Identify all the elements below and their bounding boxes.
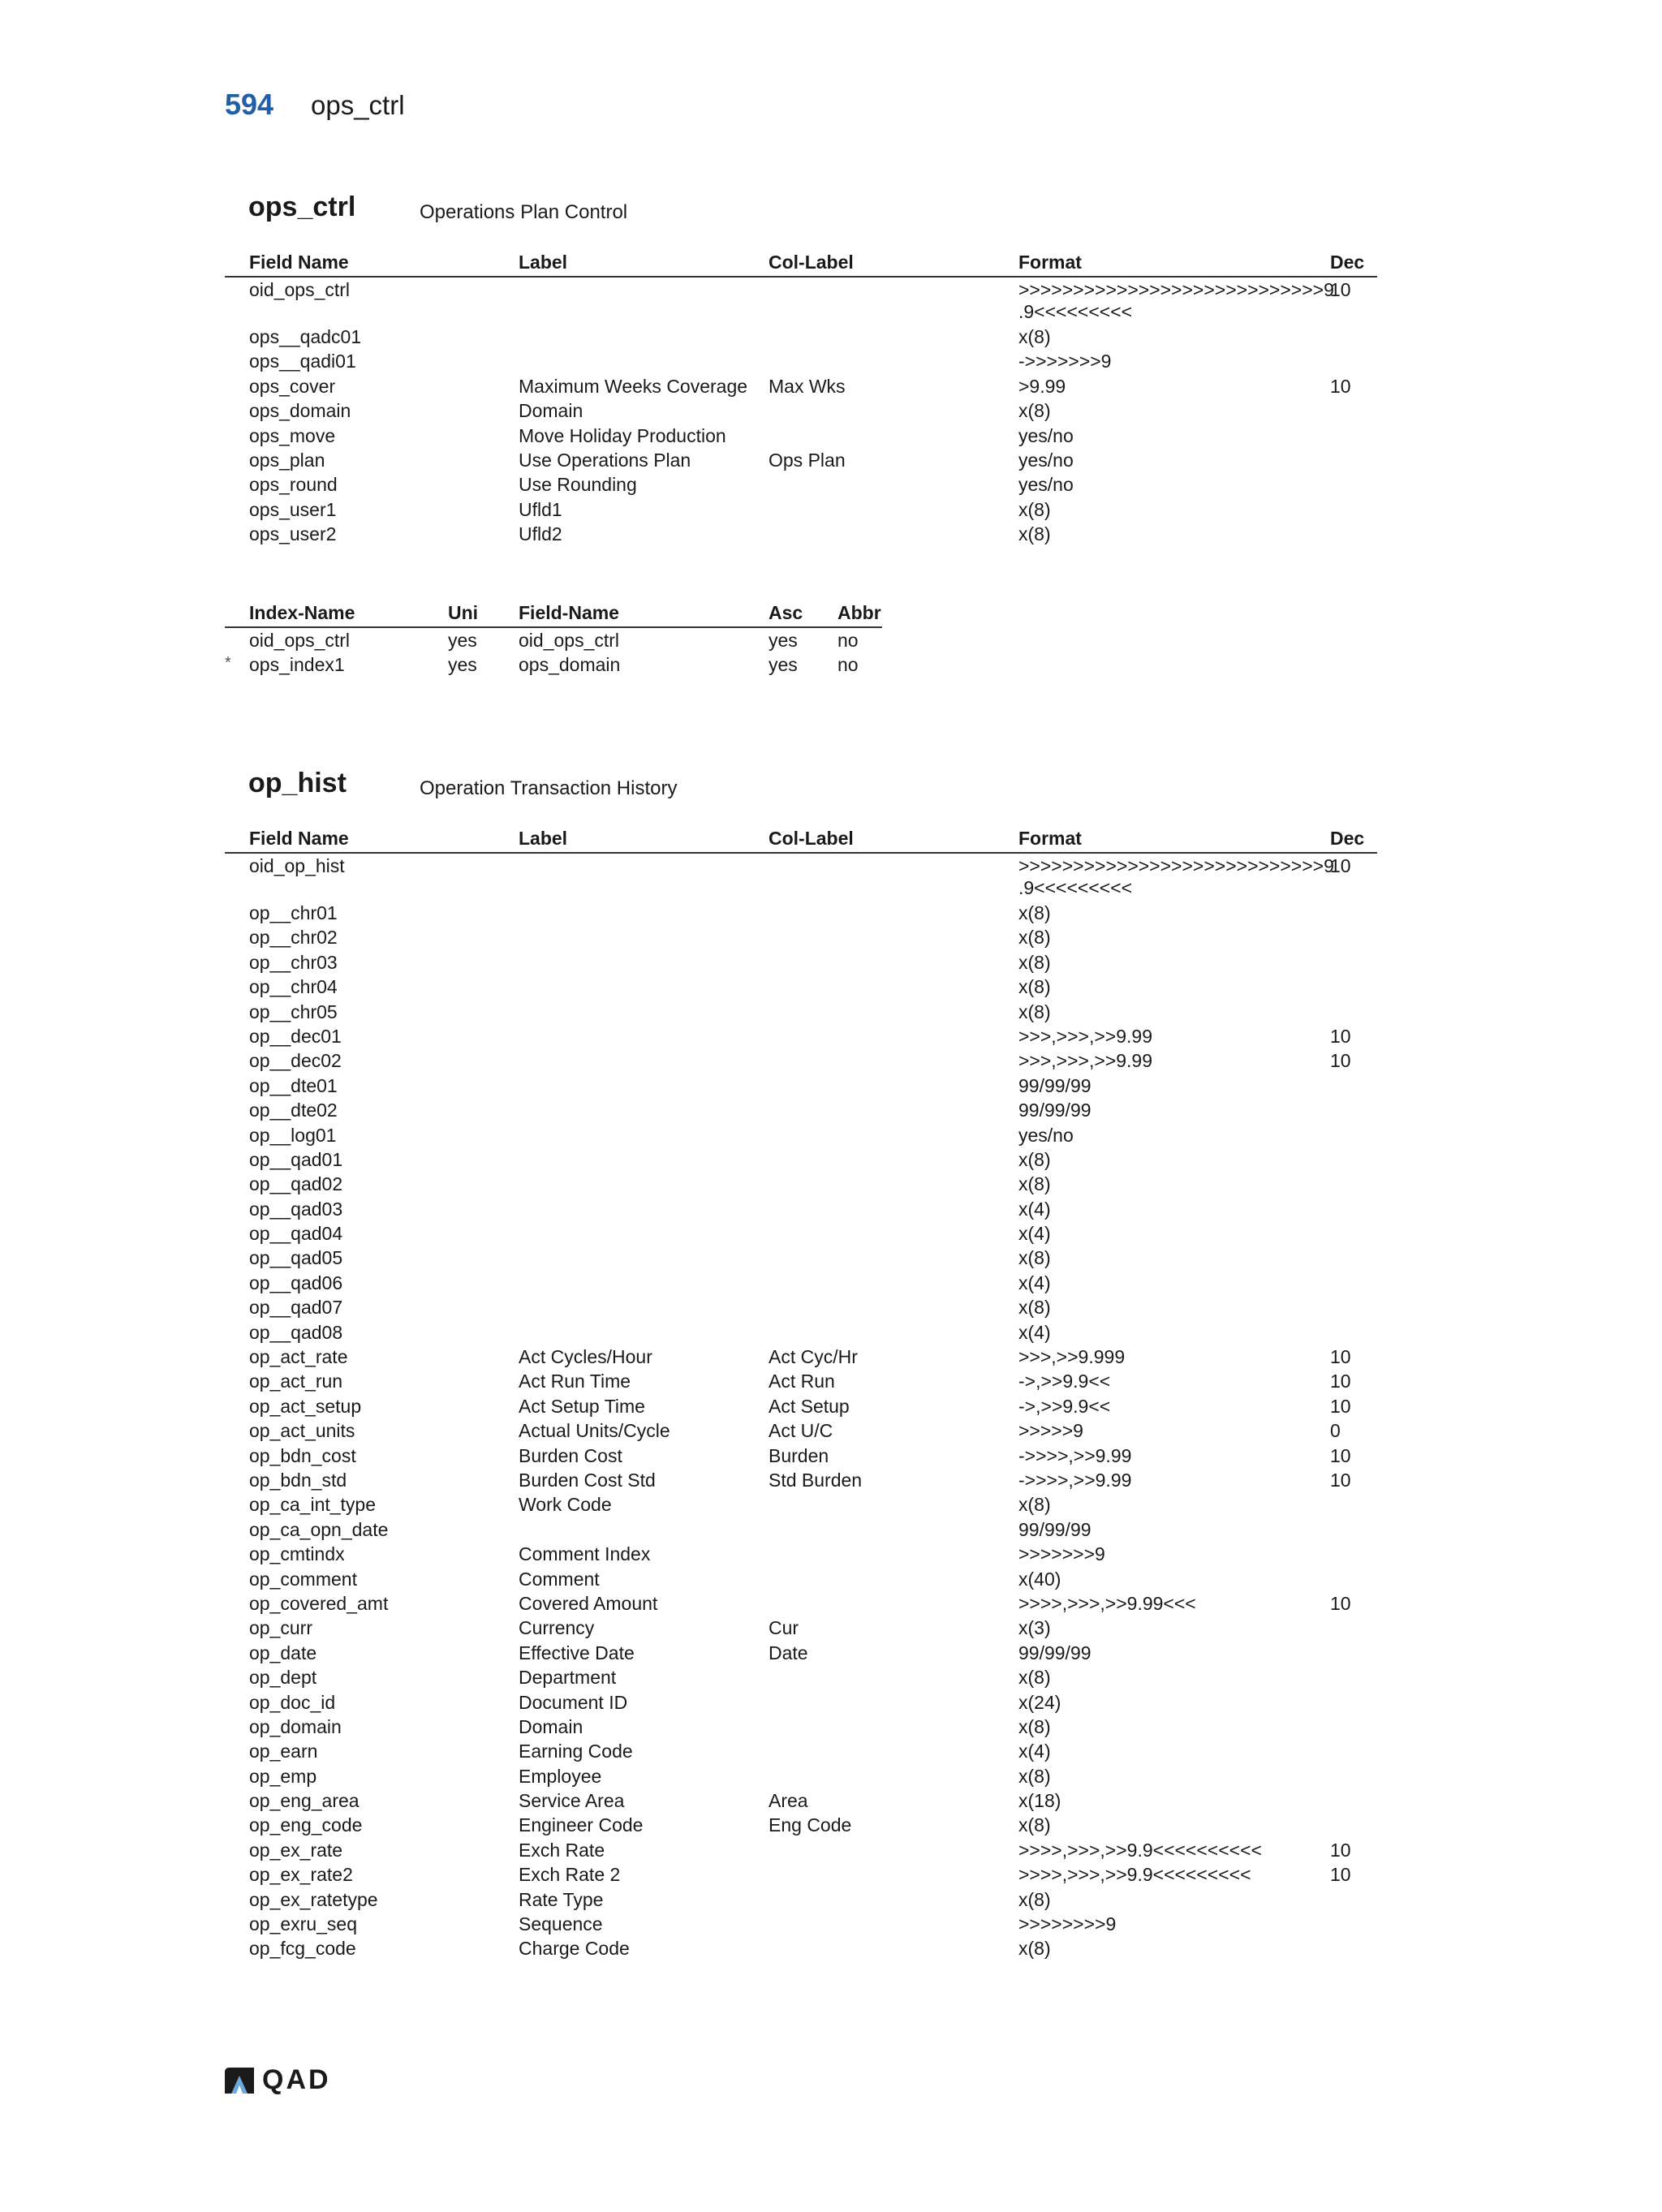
field-format: >>>>,>>>,>>9.9<<<<<<<<<< <box>1018 1839 1262 1861</box>
field-format: ->>>>>>>9 <box>1018 351 1112 372</box>
table-row <box>225 472 1377 497</box>
index-ascending: yes <box>769 629 798 651</box>
field-format: yes/no <box>1018 424 1074 446</box>
table-row <box>225 901 1377 925</box>
index-ascending: yes <box>769 653 798 675</box>
field-label: Currency <box>519 1617 595 1639</box>
field-name: op_date <box>249 1642 317 1663</box>
field-format: >>>>>>>>>>>>>>>>>>>>>>>>>>>>9 .9<<<<<<<<< <box>1018 855 1334 898</box>
field-name: op__qad03 <box>249 1198 343 1220</box>
field-format: x(8) <box>1018 1938 1051 1960</box>
table-row <box>225 349 1377 373</box>
field-format: x(8) <box>1018 1715 1051 1737</box>
field-name: op__qad01 <box>249 1148 343 1170</box>
table-section-op-hist <box>225 768 1377 1961</box>
table-row <box>225 1048 1377 1073</box>
field-format: ->,>>9.9<< <box>1018 1395 1111 1417</box>
field-name: op__qad06 <box>249 1272 343 1293</box>
header-asc: Asc <box>769 601 803 623</box>
field-format: x(8) <box>1018 927 1051 949</box>
field-name: op_emp <box>249 1765 317 1787</box>
table-row <box>225 1887 1377 1912</box>
page-number: 594 <box>225 88 274 121</box>
index-unique: yes <box>448 629 477 651</box>
field-name: ops_plan <box>249 449 325 471</box>
field-name: op__log01 <box>249 1124 337 1146</box>
field-name: op__chr04 <box>249 976 338 998</box>
field-dec: 10 <box>1330 1592 1351 1614</box>
table-row <box>225 925 1377 949</box>
header-index-name: Index-Name <box>249 601 355 623</box>
field-name: op__dte02 <box>249 1100 338 1121</box>
field-format: >>>>>9 <box>1018 1420 1083 1442</box>
field-label: Domain <box>519 400 583 422</box>
field-col-label: Cur <box>769 1617 799 1639</box>
header-label: Label <box>519 252 568 273</box>
field-table <box>225 828 1377 1961</box>
field-col-label: Ops Plan <box>769 449 846 471</box>
table-name: ops_ctrl <box>248 192 356 222</box>
field-name: op_act_run <box>249 1371 343 1392</box>
field-label: Covered Amount <box>519 1592 658 1614</box>
field-label: Ufld1 <box>519 498 562 520</box>
field-format: x(8) <box>1018 498 1051 520</box>
field-rows <box>225 854 1377 1961</box>
field-name: ops__qadi01 <box>249 351 356 372</box>
table-row <box>225 1715 1377 1739</box>
field-format: x(4) <box>1018 1741 1051 1762</box>
field-name: op__chr03 <box>249 951 338 973</box>
table-row <box>225 1320 1377 1345</box>
field-table <box>225 252 1377 547</box>
field-name: ops_round <box>249 474 338 496</box>
field-format: x(4) <box>1018 1272 1051 1293</box>
field-name: oid_op_hist <box>249 855 345 876</box>
field-dec: 10 <box>1330 1025 1351 1047</box>
field-format: >>>>>>>>9 <box>1018 1913 1117 1935</box>
field-dec: 10 <box>1330 375 1351 397</box>
field-format: x(8) <box>1018 1765 1051 1787</box>
field-label: Charge Code <box>519 1938 630 1960</box>
field-format: 99/99/99 <box>1018 1518 1091 1540</box>
table-row <box>225 1665 1377 1689</box>
field-name: op_fcg_code <box>249 1938 356 1960</box>
field-name: ops_move <box>249 424 336 446</box>
field-format: ->>>>,>>9.99 <box>1018 1469 1132 1491</box>
index-table <box>225 602 882 678</box>
field-format: ->>>>,>>9.99 <box>1018 1444 1132 1466</box>
field-col-label: Burden <box>769 1444 829 1466</box>
field-format: 99/99/99 <box>1018 1074 1091 1096</box>
table-row <box>225 1444 1377 1468</box>
table-row <box>225 1271 1377 1295</box>
table-description: Operations Plan Control <box>420 201 628 223</box>
index-table-header <box>225 602 882 628</box>
page-title: ops_ctrl <box>311 90 405 120</box>
field-name: op_exru_seq <box>249 1913 357 1935</box>
table-row <box>225 398 1377 423</box>
field-label: Engineer Code <box>519 1814 644 1836</box>
table-row <box>225 1912 1377 1936</box>
table-row <box>225 424 1377 448</box>
table-row <box>225 1591 1377 1616</box>
field-name: op_act_rate <box>249 1346 348 1368</box>
field-label: Department <box>519 1667 617 1689</box>
field-rows <box>225 278 1377 547</box>
field-label: Burden Cost Std <box>519 1469 656 1491</box>
field-col-label: Eng Code <box>769 1814 852 1836</box>
table-row <box>225 1616 1377 1640</box>
field-label: Rate Type <box>519 1888 604 1910</box>
header-dec: Dec <box>1330 828 1365 849</box>
field-label: Act Setup Time <box>519 1395 645 1417</box>
field-name: ops_domain <box>249 400 351 422</box>
header-label: Label <box>519 828 568 849</box>
field-format: x(8) <box>1018 326 1051 347</box>
field-col-label: Date <box>769 1642 808 1663</box>
field-format: x(8) <box>1018 1247 1051 1269</box>
field-format: x(4) <box>1018 1321 1051 1343</box>
field-name: ops_user1 <box>249 498 337 520</box>
field-name: ops__qadc01 <box>249 326 362 347</box>
field-label: Document ID <box>519 1691 628 1713</box>
field-name: op_earn <box>249 1741 318 1762</box>
table-row <box>225 1000 1377 1024</box>
field-format: >>>>>>>>>>>>>>>>>>>>>>>>>>>>9 .9<<<<<<<<< <box>1018 279 1334 322</box>
field-table-header <box>225 252 1377 278</box>
field-format: yes/no <box>1018 474 1074 496</box>
field-name: op_ex_ratetype <box>249 1888 378 1910</box>
field-format: x(8) <box>1018 1001 1051 1022</box>
table-row <box>225 950 1377 975</box>
index-field-name: oid_ops_ctrl <box>519 629 620 651</box>
field-label: Maximum Weeks Coverage <box>519 375 748 397</box>
field-format: x(18) <box>1018 1790 1061 1812</box>
field-dec: 10 <box>1330 1864 1351 1886</box>
table-row <box>225 1862 1377 1887</box>
field-dec: 10 <box>1330 1371 1351 1392</box>
header-uni: Uni <box>448 601 479 623</box>
field-format: x(8) <box>1018 523 1051 545</box>
header-col-label: Col-Label <box>769 828 854 849</box>
field-label: Exch Rate 2 <box>519 1864 621 1886</box>
index-row <box>225 628 882 652</box>
field-format: x(8) <box>1018 951 1051 973</box>
table-row <box>225 1492 1377 1517</box>
field-label: Work Code <box>519 1494 612 1516</box>
field-format: x(24) <box>1018 1691 1061 1713</box>
table-section-ops-ctrl <box>225 192 1377 677</box>
field-name: op__qad07 <box>249 1297 343 1319</box>
table-row <box>225 1838 1377 1862</box>
field-format: >>>,>>9.999 <box>1018 1346 1126 1368</box>
table-row <box>225 278 1377 325</box>
table-row <box>225 1567 1377 1591</box>
field-label: Act Cycles/Hour <box>519 1346 652 1368</box>
field-name: op__qad08 <box>249 1321 343 1343</box>
field-label: Comment <box>519 1568 600 1590</box>
field-format: x(8) <box>1018 1173 1051 1195</box>
field-name: op_eng_area <box>249 1790 360 1812</box>
field-name: op_covered_amt <box>249 1592 389 1614</box>
field-format: x(8) <box>1018 1888 1051 1910</box>
table-row <box>225 1739 1377 1763</box>
table-row <box>225 1172 1377 1196</box>
table-row <box>225 1197 1377 1221</box>
field-label: Exch Rate <box>519 1839 605 1861</box>
table-row <box>225 975 1377 999</box>
field-format: x(40) <box>1018 1568 1061 1590</box>
field-name: op__dec01 <box>249 1025 342 1047</box>
field-label: Use Rounding <box>519 474 637 496</box>
field-label: Comment Index <box>519 1543 651 1565</box>
table-row <box>225 1098 1377 1122</box>
field-label: Earning Code <box>519 1741 633 1762</box>
table-row <box>225 1788 1377 1813</box>
field-format: >9.99 <box>1018 375 1066 397</box>
field-format: 99/99/99 <box>1018 1642 1091 1663</box>
field-name: op_doc_id <box>249 1691 336 1713</box>
field-name: op__chr05 <box>249 1001 338 1022</box>
table-row <box>225 497 1377 522</box>
table-row <box>225 1542 1377 1566</box>
field-name: op_ca_int_type <box>249 1494 377 1516</box>
index-row <box>225 652 882 677</box>
field-format: >>>,>>>,>>9.99 <box>1018 1025 1152 1047</box>
table-row <box>225 1345 1377 1369</box>
field-name: op__dec02 <box>249 1050 342 1072</box>
field-format: >>>,>>>,>>9.99 <box>1018 1050 1152 1072</box>
field-dec: 10 <box>1330 1469 1351 1491</box>
field-name: op_bdn_std <box>249 1469 347 1491</box>
field-label: Act Run Time <box>519 1371 631 1392</box>
header-dec: Dec <box>1330 252 1365 273</box>
field-name: op_cmtindx <box>249 1543 345 1565</box>
field-label: Burden Cost <box>519 1444 622 1466</box>
field-dec: 0 <box>1330 1420 1341 1442</box>
field-format: x(8) <box>1018 400 1051 422</box>
index-abbreviated: no <box>837 653 859 675</box>
field-name: oid_ops_ctrl <box>249 279 351 300</box>
field-name: op_domain <box>249 1715 342 1737</box>
field-label: Service Area <box>519 1790 625 1812</box>
field-format: x(8) <box>1018 1297 1051 1319</box>
field-name: op_comment <box>249 1568 357 1590</box>
field-name: op_ex_rate <box>249 1839 343 1861</box>
field-table-header <box>225 828 1377 854</box>
qad-logo-icon <box>223 2066 256 2095</box>
field-format: >>>>,>>>,>>9.99<<< <box>1018 1592 1196 1614</box>
table-row <box>225 1936 1377 1960</box>
table-name: op_hist <box>248 768 347 798</box>
index-unique: yes <box>448 653 477 675</box>
field-format: x(8) <box>1018 1667 1051 1689</box>
field-name: op_ca_opn_date <box>249 1518 389 1540</box>
field-name: op__qad02 <box>249 1173 343 1195</box>
index-rows <box>225 628 882 678</box>
field-name: op__chr01 <box>249 902 338 923</box>
table-row <box>225 1394 1377 1418</box>
field-col-label: Area <box>769 1790 808 1812</box>
field-format: 99/99/99 <box>1018 1100 1091 1121</box>
field-label: Employee <box>519 1765 602 1787</box>
table-row <box>225 1295 1377 1319</box>
field-dec: 10 <box>1330 855 1351 876</box>
header-field-name: Field Name <box>249 252 349 273</box>
table-row <box>225 1690 1377 1715</box>
field-name: op_act_units <box>249 1420 355 1442</box>
field-label: Use Operations Plan <box>519 449 691 471</box>
field-label: Effective Date <box>519 1642 635 1663</box>
table-row <box>225 1369 1377 1393</box>
field-format: yes/no <box>1018 449 1074 471</box>
field-format: ->,>>9.9<< <box>1018 1371 1111 1392</box>
field-col-label: Act U/C <box>769 1420 833 1442</box>
field-format: x(4) <box>1018 1223 1051 1245</box>
table-row <box>225 1221 1377 1246</box>
field-name: op_act_setup <box>249 1395 362 1417</box>
field-name: op__qad04 <box>249 1223 343 1245</box>
field-dec: 10 <box>1330 1346 1351 1368</box>
qad-logo-text: QAD <box>262 2064 331 2095</box>
field-format: x(8) <box>1018 976 1051 998</box>
table-row <box>225 1123 1377 1147</box>
header-format: Format <box>1018 828 1082 849</box>
table-description: Operation Transaction History <box>420 777 678 799</box>
table-row <box>225 374 1377 398</box>
field-label: Ufld2 <box>519 523 562 545</box>
index-name: oid_ops_ctrl <box>249 629 351 651</box>
field-format: x(8) <box>1018 1148 1051 1170</box>
table-row <box>225 522 1377 546</box>
field-name: op__qad05 <box>249 1247 343 1269</box>
table-row <box>225 1813 1377 1837</box>
header-abbr: Abbr <box>837 601 881 623</box>
table-row <box>225 1147 1377 1172</box>
field-col-label: Act Setup <box>769 1395 850 1417</box>
field-format: x(4) <box>1018 1198 1051 1220</box>
field-format: >>>>,>>>,>>9.9<<<<<<<<< <box>1018 1864 1251 1886</box>
table-row <box>225 854 1377 901</box>
field-label: Actual Units/Cycle <box>519 1420 670 1442</box>
table-row <box>225 325 1377 349</box>
field-format: x(8) <box>1018 1814 1051 1836</box>
header-col-label: Col-Label <box>769 252 854 273</box>
field-dec: 10 <box>1330 1839 1351 1861</box>
field-col-label: Act Run <box>769 1371 835 1392</box>
table-row <box>225 1641 1377 1665</box>
field-format: yes/no <box>1018 1124 1074 1146</box>
field-col-label: Act Cyc/Hr <box>769 1346 858 1368</box>
header-index-field-name: Field-Name <box>519 601 619 623</box>
field-format: >>>>>>>9 <box>1018 1543 1105 1565</box>
field-name: op__dte01 <box>249 1074 338 1096</box>
table-row <box>225 1024 1377 1048</box>
field-col-label: Max Wks <box>769 375 846 397</box>
index-name: ops_index1 <box>249 653 345 675</box>
field-name: op_bdn_cost <box>249 1444 356 1466</box>
field-format: x(8) <box>1018 902 1051 923</box>
index-field-name: ops_domain <box>519 653 621 675</box>
field-name: op_eng_code <box>249 1814 363 1836</box>
field-dec: 10 <box>1330 1050 1351 1072</box>
field-name: op__chr02 <box>249 927 338 949</box>
table-row <box>225 1517 1377 1542</box>
table-row <box>225 1418 1377 1443</box>
table-row <box>225 448 1377 472</box>
table-row <box>225 1074 1377 1098</box>
field-dec: 10 <box>1330 1395 1351 1417</box>
table-row <box>225 1468 1377 1492</box>
field-name: op_ex_rate2 <box>249 1864 353 1886</box>
field-format: x(8) <box>1018 1494 1051 1516</box>
field-name: ops_cover <box>249 375 336 397</box>
primary-index-marker: * <box>225 653 231 672</box>
field-name: ops_user2 <box>249 523 337 545</box>
field-name: op_dept <box>249 1667 317 1689</box>
field-col-label: Std Burden <box>769 1469 863 1491</box>
header-field-name: Field Name <box>249 828 349 849</box>
field-name: op_curr <box>249 1617 312 1639</box>
field-label: Domain <box>519 1715 583 1737</box>
field-format: x(3) <box>1018 1617 1051 1639</box>
field-label: Move Holiday Production <box>519 424 726 446</box>
field-label: Sequence <box>519 1913 603 1935</box>
field-dec: 10 <box>1330 1444 1351 1466</box>
index-abbreviated: no <box>837 629 859 651</box>
field-dec: 10 <box>1330 279 1351 300</box>
header-format: Format <box>1018 252 1082 273</box>
table-row <box>225 1246 1377 1270</box>
table-row <box>225 1764 1377 1788</box>
